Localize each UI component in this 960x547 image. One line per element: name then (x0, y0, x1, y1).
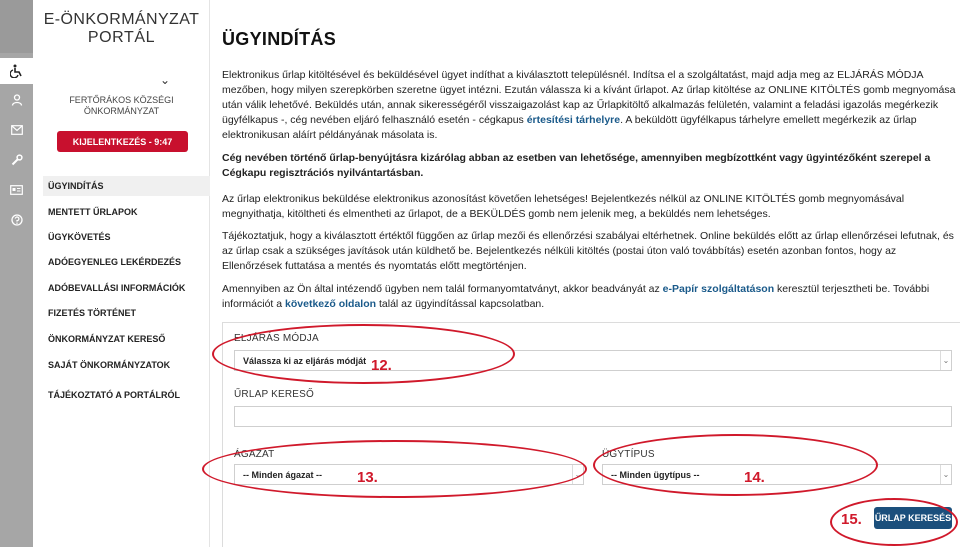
intro-paragraph (222, 68, 958, 143)
annotation-number-15: 15. (841, 511, 862, 528)
epapir-paragraph (222, 282, 958, 312)
portal-title-line2: PORTÁL (87, 29, 156, 46)
form-search-label: ŰRLAP KERESŐ (234, 389, 315, 400)
annotation-number-12: 12. (371, 357, 392, 374)
sidebar (33, 0, 210, 547)
chevron-down-icon[interactable]: ⌄ (160, 73, 171, 87)
annotation-oval-14 (593, 434, 878, 496)
company-notice-paragraph: Cég nevében történő űrlap-benyújtásra kizárólag abban az esetben van lehetősége, amennyiben megbízottként vagy ügyintézőként szerepel a Cégkapu regisztrációs nyilvántartásban. (222, 152, 931, 179)
user-icon[interactable] (0, 87, 33, 113)
nav-item-municipality-search[interactable]: ÖNKORMÁNYZAT KERESŐ (48, 334, 166, 344)
epapir-text-1: Amennyiben az Ön által intézendő ügyben nem talál formanyomtatványt, akkor beadványát az (222, 283, 663, 295)
wheelchair-icon[interactable] (0, 58, 33, 84)
annotation-number-13: 13. (357, 469, 378, 486)
municipality-name-line2: ÖNKORMÁNYZAT (83, 106, 160, 116)
annotation-number-14: 14. (744, 469, 765, 486)
nav-item-own-municipalities[interactable]: SAJÁT ÖNKORMÁNYZATOK (48, 360, 171, 370)
notification-storage-link[interactable]: értesítési tárhelyre (526, 114, 621, 126)
sector-select-value: -- Minden ágazat -- (243, 469, 322, 480)
next-page-link[interactable]: következő oldalon (285, 298, 377, 310)
help-icon[interactable] (0, 207, 33, 233)
wrench-icon[interactable] (0, 147, 33, 173)
auth-paragraph: Az űrlap elektronikus beküldése elektronikus azonosítást követően lehetséges! Bejelentkezés nélkül az ONLINE KITÖLTÉS gomb megnyomásával megnyithatja, kitöltheti és elmentheti az űrlapot, de a BEKÜLDÉS gomb nem jelenik meg, a beküldés nem lehetséges. (222, 193, 905, 220)
nav-item-saved-forms[interactable]: MENTETT ŰRLAPOK (48, 207, 138, 217)
case-type-label: ÜGYTÍPUS (602, 449, 655, 460)
rail-header (0, 0, 33, 53)
nav-item-tax-balance[interactable]: ADÓEGYENLEG LEKÉRDEZÉS (48, 257, 182, 267)
chevron-down-icon: ⌄ (572, 465, 583, 484)
chevron-down-icon: ⌄ (940, 465, 951, 484)
epapir-text-3: talál az ügyindítással kapcsolatban. (376, 298, 545, 310)
portal-title-line1: E-ÖNKORMÁNYZAT (43, 11, 200, 28)
logout-button[interactable]: KIJELENTKEZÉS - 9:47 (57, 131, 188, 152)
page-title: ÜGYINDÍTÁS (222, 29, 337, 49)
mail-icon[interactable] (0, 117, 33, 143)
form-search-input[interactable] (234, 406, 952, 427)
chevron-down-icon: ⌄ (940, 351, 951, 370)
annotation-oval-13 (202, 440, 587, 498)
nav-item-ugyinditas[interactable]: ÜGYINDÍTÁS (43, 176, 210, 196)
nav-item-tax-return-info[interactable]: ADÓBEVALLÁSI INFORMÁCIÓK (48, 283, 186, 293)
id-card-icon[interactable] (0, 177, 33, 203)
epapir-link[interactable]: e-Papír szolgáltatáson (662, 283, 775, 295)
municipality-name-line1: FERTŐRÁKOS KÖZSÉGI (69, 95, 174, 105)
intro-text-1: Elektronikus űrlap kitöltésével és beküldésével ügyet indíthat a kiválasztott településnél. Indítsa el a szolgáltatást, majd adja meg az ELJÁRÁS MÓDJA mezőben, hogy milyen szerepkörben szeretne ügyet intézni. Ezután válassza ki a kívánt űrlapot. Az űrlap kitöltése az ONLINE KITÖLTÉS gomb megnyomása után válik lehetővé. Beküldés után, annak sikerességéről visszaigazolást kap az Űrlapkitöltő alkalmazás felületén, valamint a feladási igazolás megérkezik ügyfélkapus -, cég nevében eljáró felhasználó esetén - cégkapus (222, 69, 956, 126)
icon-rail (0, 0, 33, 547)
nav-item-case-tracking[interactable]: ÜGYKÖVETÉS (48, 232, 111, 242)
nav-item-portal-info[interactable]: TÁJÉKOZTATÓ A PORTÁLRÓL (48, 390, 180, 400)
procedure-select-value: Válassza ki az eljárás módját (243, 355, 367, 366)
validation-paragraph: Tájékoztatjuk, hogy a kiválasztott értéktől függően az űrlap mezői és ellenőrzési szabályai eltérhetnek. Online beküldés előtt az űrlap ellenőrzései lefutnak, és az űrlap csak a szükséges javítások után küldhető be. Bejelentkezés nélküli kitöltés (postai úton való továbbítás) esetén azonban fontos, hogy az Ellenőrzések futtatása a mentés és nyomtatás előtt megtörténjen. (222, 230, 954, 272)
epapir-text-2: keresztül terjesztheti be. További információt a (222, 283, 930, 310)
sector-label: ÁGAZAT (234, 449, 275, 460)
form-search-button[interactable]: ŰRLAP KERESÉS (874, 507, 952, 529)
nav-item-payment-history[interactable]: FIZETÉS TÖRTÉNET (48, 308, 137, 318)
intro-text-2: . A beküldött ügyfélkapus tárhelyre emellett megérkezik az űrlap elektronikusan aláírt példányának másolata is. (222, 114, 917, 141)
case-type-select-value: -- Minden ügytípus -- (611, 469, 700, 480)
main-content (210, 0, 960, 547)
procedure-label: ELJÁRÁS MÓDJA (234, 333, 319, 344)
annotation-oval-12 (212, 324, 515, 384)
